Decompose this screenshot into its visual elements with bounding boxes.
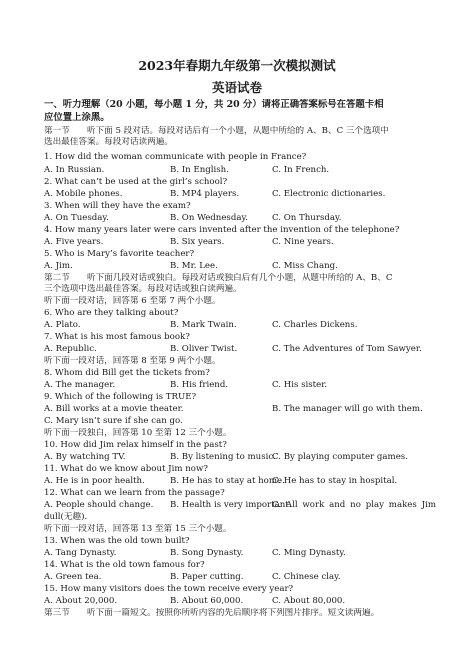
option-b: B. In English.: [170, 165, 229, 175]
option-b: B. Mr. Lee.: [170, 261, 218, 271]
option-a: A. By watching TV.: [44, 452, 126, 462]
option-c-continued: dull(无趣).: [44, 512, 88, 522]
listening-intro-8-9: 听下面一段对话，回答第 8 至第 9 两个小题。: [44, 356, 221, 366]
options-12: [44, 500, 436, 511]
part1-heading-line1: 一、听力理解（20 小题，每小题 1 分，共 20 分）请将正确答案标号在答题卡相: [44, 99, 384, 110]
option-c: C. On Thursday.: [272, 213, 342, 223]
listening-intro-10-12: 听下面一段独白，回答第 10 至第 12 三个小题。: [44, 428, 232, 438]
option-a: A. Bill works at a movie theater.: [44, 404, 184, 414]
options-7: [44, 344, 436, 355]
option-c: C. By playing computer games.: [272, 452, 408, 462]
option-b: B. Six years.: [170, 237, 225, 247]
option-c: C. Chinese clay.: [272, 572, 341, 582]
option-a: A. Five years.: [44, 237, 104, 247]
option-b: B. His friend.: [170, 380, 229, 390]
option-c: C. All work and no play makes Jim: [272, 500, 436, 510]
options-11: [44, 476, 436, 487]
option-c: C. Nine years.: [272, 237, 334, 247]
option-c: C. In French.: [272, 165, 330, 175]
question-7: 7. What is his most famous book?: [44, 332, 190, 342]
options-3: [44, 213, 436, 224]
option-b: B. Health is very important.: [170, 500, 292, 510]
options-9: [44, 404, 436, 415]
listening-intro-6-7: 听下面一段对话，回答第 6 至第 7 两个小题。: [44, 296, 221, 306]
option-b: B. By listening to music.: [170, 452, 276, 462]
option-a: A. Republic.: [44, 344, 97, 354]
option-a: A. Mobile phones.: [44, 189, 123, 199]
question-12: 12. What can we learn from the passage?: [44, 488, 225, 498]
options-5: [44, 261, 436, 272]
option-a: A. Tang Dynasty.: [44, 548, 117, 558]
part1-heading-line2: 应位置上涂黑。: [44, 112, 110, 123]
question-10: 10. How did Jim relax himself in the past?: [44, 440, 227, 450]
option-b: B. MP4 players.: [170, 189, 240, 199]
question-4: 4. How many years later were cars invented after the invention of the telephone?: [44, 225, 400, 235]
question-11: 11. What do we know about Jim now?: [44, 464, 208, 474]
option-c: C. Mary isn’t sure if she can go.: [44, 416, 183, 426]
options-8: [44, 380, 436, 391]
option-c: C. Charles Dickens.: [272, 320, 358, 330]
option-b: B. He has to stay at home.: [170, 476, 285, 486]
question-1: 1. How did the woman communicate with people in France?: [44, 152, 307, 162]
option-a: A. He is in poor health.: [44, 476, 145, 486]
option-a: A. On Tuesday.: [44, 213, 109, 223]
section1-instruction-line1: 第一节 听下面 5 段对话。每段对话后有一个小题，从题中所给的 A、B、C 三个选项中: [44, 126, 389, 136]
option-c: C. Electronic dictionaries.: [272, 189, 386, 199]
option-c: C. The Adventures of Tom Sawyer.: [272, 344, 422, 354]
option-c: C. About 80,000.: [272, 596, 346, 606]
exam-title: 2023年春期九年级第一次模拟测试: [138, 58, 336, 73]
options-15: [44, 596, 436, 607]
section1-instruction-line2: 选出最佳答案。每段对话读两遍。: [44, 137, 173, 147]
question-15: 15. How many visitors does the town receive every year?: [44, 584, 294, 594]
option-a: A. Jim.: [44, 261, 73, 271]
options-1: [44, 165, 436, 176]
question-13: 13. When was the old town built?: [44, 536, 190, 546]
option-b: B. Song Dynasty.: [170, 548, 244, 558]
option-c: C. Ming Dynasty.: [272, 548, 346, 558]
listening-intro-13-15: 听下面一段对话，回答第 13 至第 15 三个小题。: [44, 524, 232, 534]
question-5: 5. Who is Mary’s favorite teacher?: [44, 249, 195, 259]
question-2: 2. What can’t be used at the girl’s school?: [44, 177, 228, 187]
options-14: [44, 572, 436, 583]
options-10: [44, 452, 436, 463]
question-14: 14. What is the old town famous for?: [44, 560, 205, 570]
option-b: B. Paper cutting.: [170, 572, 244, 582]
option-c: C. He has to stay in hospital.: [272, 476, 398, 486]
option-a: A. About 20,000.: [44, 596, 118, 606]
option-a: A. Plato.: [44, 320, 81, 330]
options-2: [44, 189, 436, 200]
option-a: A. People should change.: [44, 500, 154, 510]
options-4: [44, 237, 436, 248]
question-6: 6. Who are they talking about?: [44, 308, 179, 318]
question-9: 9. Which of the following is TRUE?: [44, 392, 197, 402]
option-b: B. Oliver Twist.: [170, 344, 238, 354]
option-a: A. In Russian.: [44, 165, 105, 175]
option-c: C. Miss Chang.: [272, 261, 338, 271]
option-b: B. About 60,000.: [170, 596, 244, 606]
section2-instruction-line1: 第二节 听下面几段对话或独白。每段对话或独白后有几个小题，从题中所给的 A、B、C: [44, 273, 393, 283]
option-b: B. Mark Twain.: [170, 320, 237, 330]
option-a: A. The manager.: [44, 380, 116, 390]
option-b: B. On Wednesday.: [170, 213, 248, 223]
section2-instruction-line2: 三个选项中选出最佳答案。每段对话或独白读两遍。: [44, 284, 242, 294]
options-6: [44, 320, 436, 331]
option-a: A. Green tea.: [44, 572, 102, 582]
option-c: C. His sister.: [272, 380, 328, 390]
section3-instruction: 第三节 听下面一篇短文。按照你所听内容的先后顺序将下列图片排序。短文读两遍。: [44, 608, 380, 618]
option-b: B. The manager will go with them.: [272, 404, 423, 414]
question-3: 3. When will they have the exam?: [44, 201, 191, 211]
question-8: 8. Whom did Bill get the tickets from?: [44, 368, 210, 378]
options-13: [44, 548, 436, 559]
exam-subtitle: 英语试卷: [211, 80, 262, 95]
